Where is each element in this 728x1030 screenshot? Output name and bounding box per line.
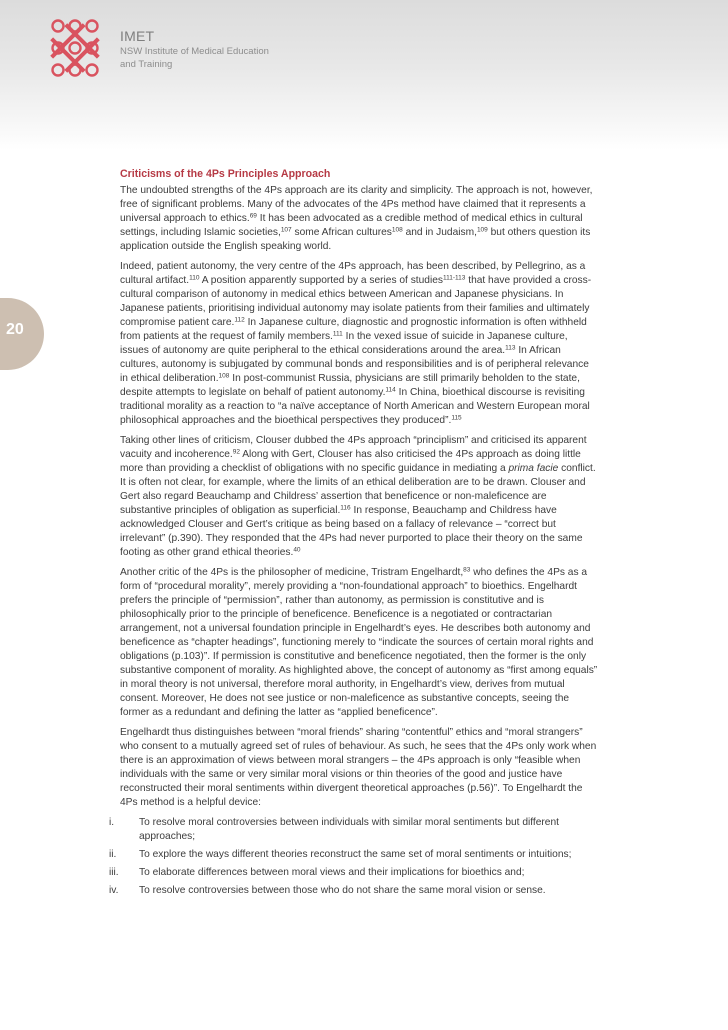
header-band [0,0,728,150]
page-number-tab [0,298,44,370]
paragraph-4: Another critic of the 4Ps is the philosopher of medicine, Tristram Engelhardt,$^{83}$ who defines the 4Ps as a form of “procedural morality”, merely providing a “non-foundational approach” to bioethics. Engelhardt prefers the principle of “permission”, rather than autonomy, as permission is constitutive and is philosophically prior to the principle of beneficence. Beneficence is a negotiated or contractarian arrangement, not a universal foundation principle in Engelhardt’s eyes. He describes both autonomy and beneficence as “chapter headings”, functioning merely to “indicate the sources of certain moral rights and obligations (p.103)”. If permission is constitutive and beneficence negotiated, then the former is the only substantive component of morality. As highlighted above, the concept of autonomy as “first among equals” in moral theory is not universal, therefore moral authority, in Engelhardt’s view, derives from mutual consent. Moreover, He does not see justice or non-maleficence as substantive concepts, seeing the former as a redundant and defining the latter as “applied beneficence”. [120,566,598,718]
citation: 113 [505,344,516,352]
citation: 40 [293,546,301,554]
citation: 69 [249,212,257,220]
paragraph-2: Indeed, patient autonomy, the very centre of the 4Ps approach, has been described, by Pellegrino, as a cultural artifact.$^{110}$ A position apparently supported by a series of studies$^{111-113}$ that have provided a cross-cultural comparison of autonomy in medical ethics between American and Japanese physicians. In Japanese patients, prioritising individual autonomy may isolate patients from their families and ultimately compromise patient care.$^{112}$ In Japanese culture, diagnostic and prognostic information is often withheld from patients at the request of family members.$^{111}$ In the vexed issue of suicide in Japanese culture, issues of autonomy are quite peripheral to the ethical considerations around the area.$^{113}$ In African cultures, autonomy is subjugated by communal bonds and responsibilities and is of peripheral relevance in ethical deliberation.$^{108}$ In post-communist Russia, physicians are still primarily beholden to the state, despite attempts to legislate on behalf of patient autonomy.$^{114}$ In China, bioethical discourse is revisiting traditional morality as a reaction to “a naïve acceptance of North American and Western European moral philosophical approaches and the bioethical perspectives they produced”.$^{115}$ [120,261,592,426]
emphasis: prima facie [508,463,559,474]
citation: 114 [385,386,396,394]
paragraph-3: Taking other lines of criticism, Clouser dubbed the 4Ps approach “principlism” and criticised its apparent vacuity and incoherence.$^{92}$ Along with Gert, Clouser has also criticised the 4Ps approach as doing little more than providing a checklist of obligations with no specific guidance in mediating a prima facie conflict. It is often not clear, for example, where the limits of an ethical deliberation are to be drawn. Clouser and Gert also regard Beauchamp and Childress’ assertion that beneficence or non-maleficence are substantive principles of obligation as superficial.$^{116}$ In response, Beauchamp and Childress have acknowledged Clouser and Gert’s critique as being based on a fallacy of relevance – “correct but irrelevant” (p.390). They responded that the 4Ps had never purported to place their theory on the same footing as other grand ethical theories.$^{40}$ [120,435,596,558]
list-marker: iii. [109,867,119,878]
citation: 109 [476,226,488,234]
citation: 107 [280,226,292,234]
citation: 111 [332,330,343,338]
brand-subtitle: NSW Institute of Medical Education and Training [120,46,269,70]
imet-logo-icon [46,18,104,78]
list-marker: i. [109,817,115,828]
paragraph-1: The undoubted strengths of the 4Ps approach are its clarity and simplicity. The approach is not, however, free of significant problems. Many of the advocates of the 4Ps method have claimed that it represents a universal approach to ethics.$^{69}$ It has been advocated as a credible method of medical ethics in cultural settings, including Islamic societies,$^{107}$ some African cultures$^{108}$ and in Judaism,$^{109}$ but others question its application outside the English speaking world. [120,185,593,252]
list-item: ii. To explore the ways different theories reconstruct the same set of moral sentiments or intuitions; [109,849,572,860]
article-body [109,167,598,902]
citation: 92 [232,448,240,456]
citation: 108 [391,226,403,234]
citation: 110 [189,274,200,282]
citation: 115 [451,414,462,422]
paragraph-5: Engelhardt thus distinguishes between “moral friends” sharing “contentful” ethics and “moral strangers” who consent to a mutually agreed set of rules of behaviour. As such, he sees that the 4Ps only work when there is an approximation of views between moral strangers – the 4Ps approach is only “feasible when individuals with the same or very similar moral visions or thin theories of the good and justice have reconstructed their moral sentiments within divergent theoretical approaches (p.56)”. To Engelhardt the 4Ps method is a helpful device: [120,727,597,808]
citation: 111-113 [442,274,466,282]
list-item: iii. To elaborate differences between moral views and their implications for bioethics and; [109,867,525,878]
citation: 108 [218,372,230,380]
numbered-list [109,816,599,898]
citation: 116 [340,504,351,512]
page-number: 20 [6,321,24,338]
section-heading: Criticisms of the 4Ps Principles Approach [120,168,331,180]
list-item: iv. To resolve controversies between those who do not share the same moral vision or sense. [109,885,546,896]
citation: 112 [234,316,245,324]
list-marker: iv. [109,885,119,896]
citation: 83 [463,566,471,574]
brand-title: IMET [120,28,155,44]
list-marker: ii. [109,849,117,860]
list-item: i. To resolve moral controversies between individuals with similar moral sentiments but different approaches; [109,817,559,842]
